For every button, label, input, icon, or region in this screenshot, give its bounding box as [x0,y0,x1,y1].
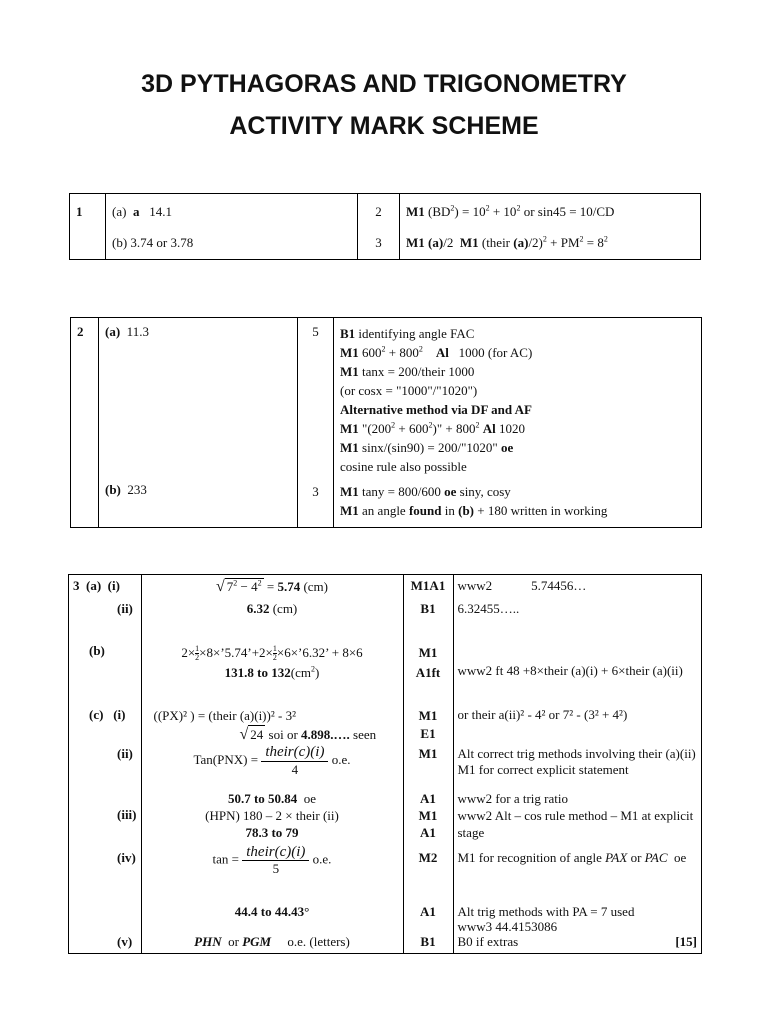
q3-civ-note-2: Alt trig methods with PA = 7 used www3 44.4153086 [457,903,635,934]
q3-ciii-mark-1: M1 [418,807,438,823]
q3-b-mark-1: M1 [418,644,438,660]
q3-cii-working: Tan(PNX) = $\frac{\text{their(c)(i)}}{4}$ o.e. [141,744,403,788]
q1-mark-3: 3 [358,227,400,260]
q3-ci-mark-2: E1 [420,725,436,741]
q3-cii-mark-2: A1 [420,790,436,806]
q3-civ-working: tan = $\frac{\text{their(c)(i)}}{5}$ o.e. [141,844,403,898]
question-2-table [70,317,702,528]
q3-ci-mark-1: M1 [418,707,438,723]
q2-scheme-b: M1 tany = 800/600 oe siny, cosy M1 an angle found in (b) + 180 written in working [340,483,608,518]
q3-aii-note: 6.32455….. [457,600,520,616]
q2-mark-3: 3 [298,478,334,528]
q1-scheme-1: M1 $(BD^2) = 10^2 + 10^2$ or sin45 = 10/CD [406,203,615,219]
q3-b-mark-2: A1ft [415,664,441,680]
q2-part-b: (b) 233 [99,478,298,528]
q3-b-working: 2× $\frac{1}{2}$ ×8×’5.74’+2× $\frac{1}{2}$ ×6×’6.32’ + 8×6 131.8 to $132(cm^2)$ [141,637,403,699]
question-1-table [69,193,701,260]
q2-part-a: (a) 11.3 [99,318,298,478]
q3-ciii-working: 50.7 to 50.84 oe (HPN) 180 – 2 × their (ii) 78.3 to 79 [141,788,403,844]
q3-cii-mark: M1 [418,745,438,761]
q3-ci-note: or their a(ii)² - 4² or 7² - (3² + 4²) [457,706,628,722]
q3-cv-working: PHN or PGM o.e. (letters) [141,934,403,954]
q3-cv-mark: B1 [420,933,436,949]
q3-ai-mark: M1A1 [410,578,446,593]
q3-label-c-ii: (ii) [69,744,142,788]
q3-label-c-v: (v) [69,934,142,954]
q1-part-a: (a) a 14.1 [106,194,358,227]
q3-cv-note: B0 if extras [15] [457,933,697,949]
q3-civ-mark-2: A1 [420,903,436,919]
q3-label-c-iii: (iii) [69,788,142,844]
q2-number: 2 [71,318,99,528]
q3-total: [15] [675,933,697,949]
q3-aii-mark: B1 [420,600,436,616]
q3-civ-value: 44.4 to 44.43° [141,898,403,934]
q3-ai-note: www2 5.74456… [457,578,587,593]
page-title-line2: ACTIVITY MARK SCHEME [229,112,539,140]
q3-label-b: (b) [69,637,142,699]
q3-cii-note: Alt correct trig methods involving their (a)(ii) M1 for correct explicit statement [457,745,696,777]
q3-label-c-iv: (iv) [69,844,142,898]
q3-label-a-ii: (ii) [69,601,142,637]
q3-ci-working: ((PX)² ) = (their (a)(i))² - 3² √ 24 soi or 4.898.…. seen [141,699,403,744]
q3-aii-working: 6.32 (cm) [141,601,403,637]
q1-number: 1 [70,194,106,260]
q1-mark-2: 2 [358,194,400,227]
q3-civ-mark: M2 [418,849,438,865]
q2-mark-5: 5 [298,318,334,478]
q3-ciii-note: www2 for a trig ratio www2 Alt – cos rule method – M1 at explicit stage [457,790,694,840]
q3-ai-working: √ $7^2 - 4^2 = 5.74$ (cm) [141,575,403,601]
q3-b-note: www2 ft 48 +8×their (a)(i) + 6×their (a)(ii) [457,662,683,678]
q3-label-c-i: (c) (i) [69,699,142,744]
q3-civ-note: M1 for recognition of angle PAX or PAC oe [457,849,687,865]
q2-scheme-a: B1 identifying angle FAC M1 $600^2 + 800^2$ Al 1000 (for AC) M1 tanx = 200/their 1000 (or cosx = "1000"/"1020") Alternative method via DF and AF M1 "$(200^2 + 600^2)$" + $800^2$ Al 1020 M1 sinx/(sin90) = 200/"1020" oe cosine rule also possible [340,326,533,474]
q1-part-b: (b) 3.74 or 3.78 [106,227,358,260]
q3-ciii-mark-2: A1 [420,824,436,840]
question-3-table [68,574,702,954]
page-title-line1: 3D PYTHAGORAS AND TRIGONOMETRY [141,70,627,98]
q3-label-a-i: 3 (a) (i) [69,575,142,601]
q1-scheme-2: M1 (a)/2 M1 (their $(a)/2)^2 + PM^2 = 8^2$ [406,234,608,250]
